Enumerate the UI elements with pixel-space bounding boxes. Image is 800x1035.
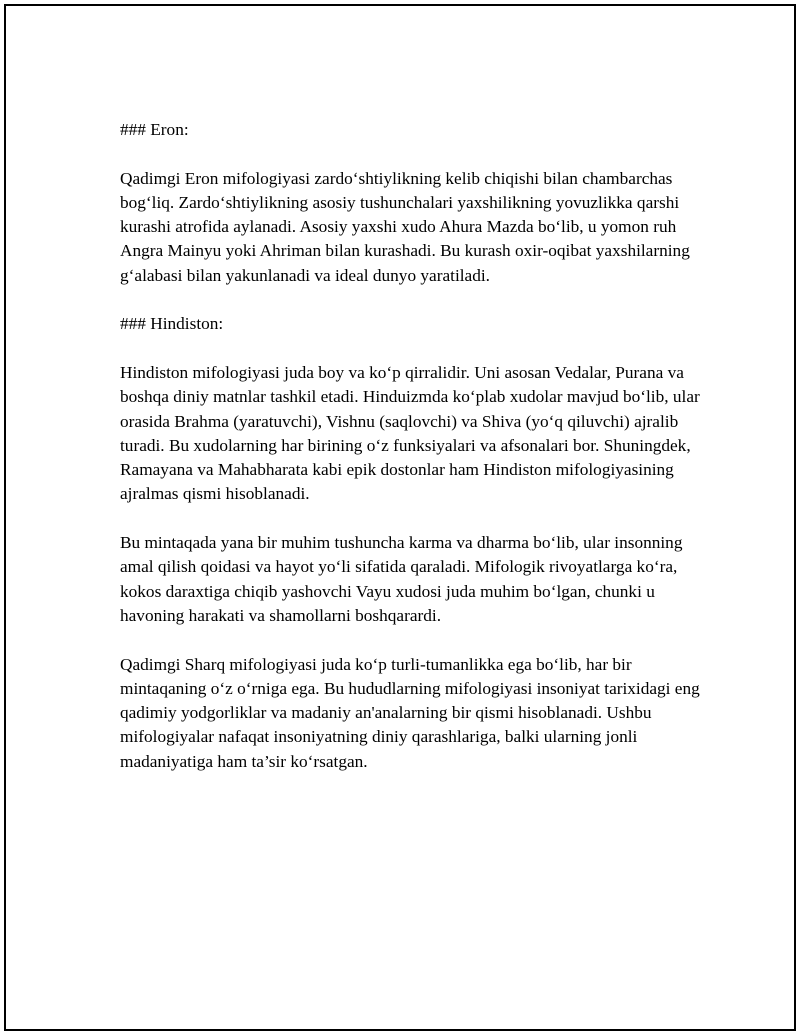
paragraph-eron-mythology: Qadimgi Eron mifologiyasi zardo‘shtiylikning kelib chiqishi bilan chambarchas bog‘liq. Zardo‘shtiylikning asosiy tushunchalari yaxshilikning yovuzlikka qarshi kurashi atrofida aylanadi. Asosiy yaxshi xudo Ahura Mazda bo‘lib, u yomon ruh Angra Mainyu yoki Ahriman bilan kurashadi. Bu kurash oxir-oqibat yaxshilarning g‘alabasi bilan yakunlanadi va ideal dunyo yaratiladi. (120, 168, 690, 285)
document-body (120, 118, 700, 798)
section-heading-eron: ### Eron: (120, 120, 189, 139)
paragraph-hindiston-mythology: Hindiston mifologiyasi juda boy va ko‘p qirralidir. Uni asosan Vedalar, Purana va boshqa diniy matnlar tashkil etadi. Hinduizmda ko‘plab xudolar mavjud bo‘lib, ular orasida Brahma (yaratuvchi), Vishnu (saqlovchi) va Shiva (yo‘q qiluvchi) ajralib turadi. Bu xudolarning har birining o‘z funksiyalari va afsonalari bor. Shuningdek, Ramayana va Mahabharata kabi epik dostonlar ham Hindiston mifologiyasining ajralmas qismi hisoblanadi. (120, 362, 700, 504)
section-heading-hindiston: ### Hindiston: (120, 314, 224, 334)
paragraph-eastern-mythology-summary: Qadimgi Sharq mifologiyasi juda ko‘p turli-tumanlikka ega bo‘lib, har bir mintaqaning o‘z o‘rniga ega. Bu hududlarning mifologiyasi insoniyat tarixidagi eng qadimiy yodgorliklar va madaniy an'analarning bir qismi hisoblanadi. Ushbu mifologiyalar nafaqat insoniyatning diniy qarashlariga, balki ularning jonli madaniyatiga ham ta’sir ko‘rsatgan. (120, 654, 700, 771)
paragraph-karma-dharma: Bu mintaqada yana bir muhim tushuncha karma va dharma bo‘lib, ular insonning amal qilish qoidasi va hayot yo‘li sifatida qaraladi. Mifologik rivoyatlarga ko‘ra, kokos daraxtiga chiqib yashovchi Vayu xudosi juda muhim bo‘lgan, chunki u havoning harakati va shamollarni boshqarardi. (120, 533, 683, 625)
document-page (4, 4, 796, 1031)
